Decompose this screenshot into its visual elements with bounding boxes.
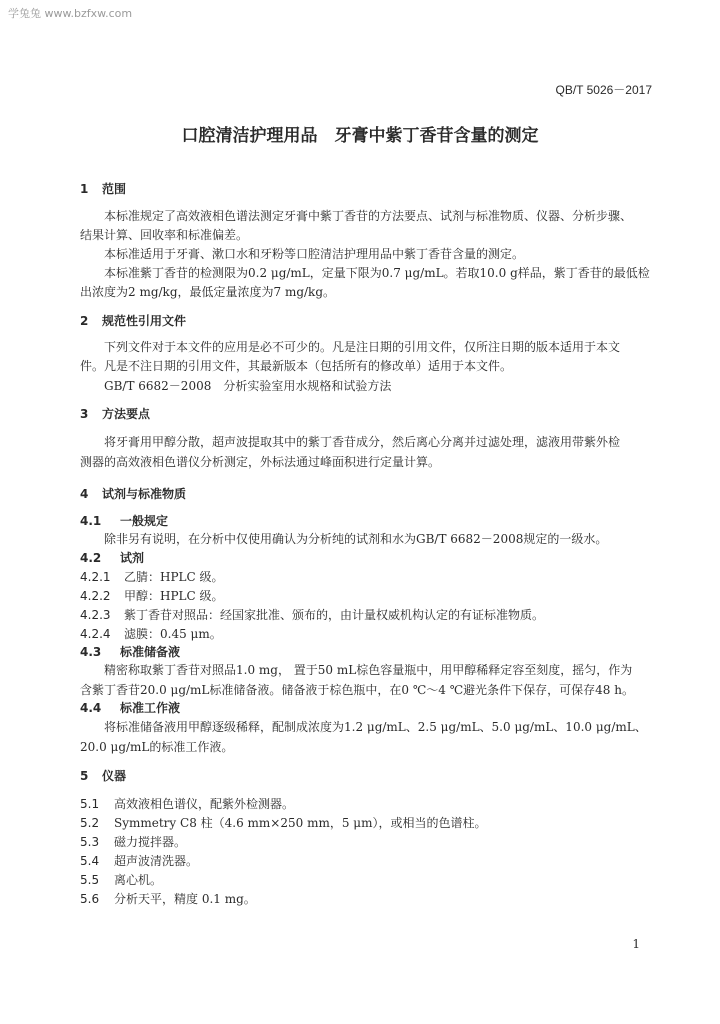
list-item: 5.3 磁力搅拌器。 bbox=[80, 835, 187, 849]
paragraph-line: 下列文件对于本文件的应用是必不可少的。凡是注日期的引用文件，仅所注日期的版本适用于本文 bbox=[104, 340, 621, 354]
paragraph-line: 将牙膏用甲醇分散，超声波提取其中的紫丁香苷成分，然后离心分离并过滤处理，滤液用带紫外检 bbox=[104, 435, 621, 449]
paragraph-line: 本标准规定了高效液相色谱法测定牙膏中紫丁香苷的方法要点、试剂与标准物质、仪器、分析步骤、 bbox=[104, 209, 633, 223]
list-item: 5.4 超声波清洗器。 bbox=[80, 854, 199, 868]
paragraph-line: 件。凡是不注日期的引用文件，其最新版本（包括所有的修改单）适用于本文件。 bbox=[80, 359, 513, 373]
section-4-4-heading: 4.4 标准工作液 bbox=[80, 701, 181, 715]
list-item: 4.2.4 滤膜：0.45 μm。 bbox=[80, 627, 222, 641]
page-number: 1 bbox=[632, 937, 640, 951]
list-item: 5.2 Symmetry C8 柱（4.6 mm×250 mm，5 μm），或相当的色谱柱。 bbox=[80, 816, 487, 830]
list-item: 4.2.2 甲醇：HPLC 级。 bbox=[80, 589, 224, 603]
normative-reference: GB/T 6682－2008 分析实验室用水规格和试验方法 bbox=[104, 379, 392, 393]
standard-number: QB/T 5026－2017 bbox=[555, 83, 652, 97]
paragraph-line: 精密称取紫丁香苷对照品1.0 mg， 置于50 mL棕色容量瓶中，用甲醇稀释定容至刻度，摇匀，作为 bbox=[104, 663, 633, 677]
paragraph-line: 含紫丁香苷20.0 μg/mL标准储备液。储备液于棕色瓶中，在0 ℃～4 ℃避光条件下保存，可保存48 h。 bbox=[80, 683, 634, 697]
paragraph-line: 20.0 μg/mL的标准工作液。 bbox=[80, 740, 234, 754]
section-4-1-heading: 4.1 一般规定 bbox=[80, 514, 169, 528]
section-5-heading: 5 仪器 bbox=[80, 769, 127, 783]
list-item: 5.6 分析天平，精度 0.1 mg。 bbox=[80, 892, 256, 906]
paragraph-line: 结果计算、回收率和标准偏差。 bbox=[80, 228, 249, 242]
list-item: 5.5 离心机。 bbox=[80, 873, 163, 887]
watermark: 学兔兔 www.bzfxw.com bbox=[8, 7, 133, 20]
paragraph-line: 本标准紫丁香苷的检测限为0.2 μg/mL，定量下限为0.7 μg/mL。若取10.0 g样品，紫丁香苷的最低检 bbox=[104, 266, 650, 280]
section-3-heading: 3 方法要点 bbox=[80, 407, 151, 421]
list-item: 5.1 高效液相色谱仪，配紫外检测器。 bbox=[80, 797, 295, 811]
paragraph-line: 本标准适用于牙膏、漱口水和牙粉等口腔清洁护理用品中紫丁香苷含量的测定。 bbox=[104, 247, 525, 261]
paragraph-line: 将标准储备液用甲醇逐级稀释，配制成浓度为1.2 μg/mL、2.5 μg/mL、5.0 μg/mL、10.0 μg/mL、 bbox=[104, 720, 647, 734]
list-item: 4.2.1 乙腈：HPLC 级。 bbox=[80, 570, 224, 584]
paragraph-line: 出浓度为2 mg/kg，最低定量浓度为7 mg/kg。 bbox=[80, 285, 336, 299]
section-4-2-heading: 4.2 试剂 bbox=[80, 551, 145, 565]
paragraph-line: 除非另有说明，在分析中仅使用确认为分析纯的试剂和水为GB/T 6682－2008规定的一级水。 bbox=[104, 532, 608, 546]
section-2-heading: 2 规范性引用文件 bbox=[80, 314, 187, 328]
list-item: 4.2.3 紫丁香苷对照品：经国家批准、颁布的，由计量权威机构认定的有证标准物质。 bbox=[80, 608, 545, 622]
paragraph-line: 测器的高效液相色谱仪分析测定，外标法通过峰面积进行定量计算。 bbox=[80, 455, 441, 469]
section-4-3-heading: 4.3 标准储备液 bbox=[80, 645, 181, 659]
section-4-heading: 4 试剂与标准物质 bbox=[80, 487, 187, 501]
document-title: 口腔清洁护理用品 牙膏中紫丁香苷含量的测定 bbox=[181, 126, 539, 146]
section-1-heading: 1 范围 bbox=[80, 182, 127, 196]
